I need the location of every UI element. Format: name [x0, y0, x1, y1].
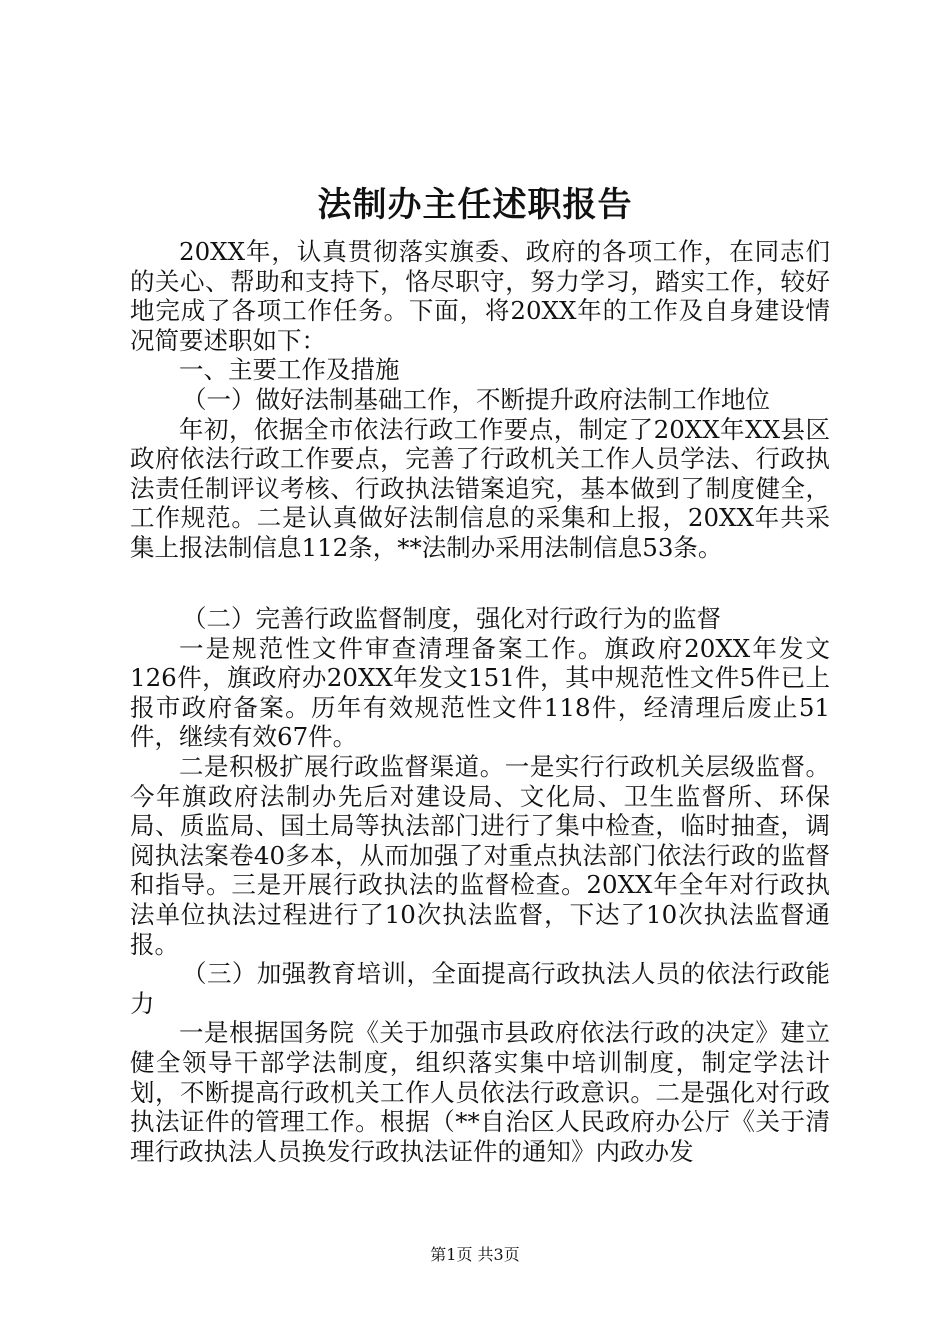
- body-section-2: [130, 604, 830, 1166]
- paragraph-3: 二是积极扩展行政监督渠道。一是实行行政机关层级监督。今年旗政府法制办先后对建设局、文化局、卫生监督所、环保局、质监局、国土局等执法部门进行了集中检查，临时抽查，调阅执法案卷40多本，从而加强了对重点执法部门依法行政的监督和指导。三是开展行政执法的监督检查。20XX年全年对行政执法单位执法过程进行了10次执法监督，下达了10次执法监督通报。: [130, 751, 830, 959]
- document-title: 法制办主任述职报告: [317, 185, 633, 225]
- body-section-1: [130, 237, 830, 563]
- paragraph-intro: 20XX年，认真贯彻落实旗委、政府的各项工作，在同志们的关心、帮助和支持下，恪尽职守，努力学习，踏实工作，较好地完成了各项工作任务。下面，将20XX年的工作及自身建设情况简要述职如下：: [130, 237, 830, 355]
- paragraph-2: 一是规范性文件审查清理备案工作。旗政府20XX年发文126件，旗政府办20XX年发文151件，其中规范性文件5件已上报市政府备案。历年有效规范性文件118件，经清理后废止51件，继续有效67件。: [130, 633, 830, 752]
- subheading-1: （一）做好法制基础工作，不断提升政府法制工作地位: [182, 384, 770, 414]
- paragraph-1: 年初，依据全市依法行政工作要点，制定了20XX年XX县区政府依法行政工作要点，完善了行政机关工作人员学法、行政执法责任制评议考核、行政执法错案追究，基本做到了制度健全，工作规范。二是认真做好法制信息的采集和上报，20XX年共采集上报法制信息112条，**法制办采用法制信息53条。: [130, 414, 830, 562]
- page-footer: 第1页 共3页: [430, 1245, 520, 1264]
- subheading-3: （三）加强教育培训，全面提高行政执法人员的依法行政能力: [130, 959, 830, 1018]
- heading-main-work: 一、主要工作及措施: [179, 355, 400, 385]
- paragraph-4: 一是根据国务院《关于加强市县政府依法行政的决定》建立健全领导干部学法制度，组织落实集中培训制度，制定学法计划，不断提高行政机关工作人员依法行政意识。二是强化对行政执法证件的管理工作。根据（**自治区人民政府办公厅《关于清理行政执法人员换发行政执法证件的通知》内政办发: [130, 1018, 830, 1166]
- subheading-2: （二）完善行政监督制度，强化对行政行为的监督: [182, 604, 721, 633]
